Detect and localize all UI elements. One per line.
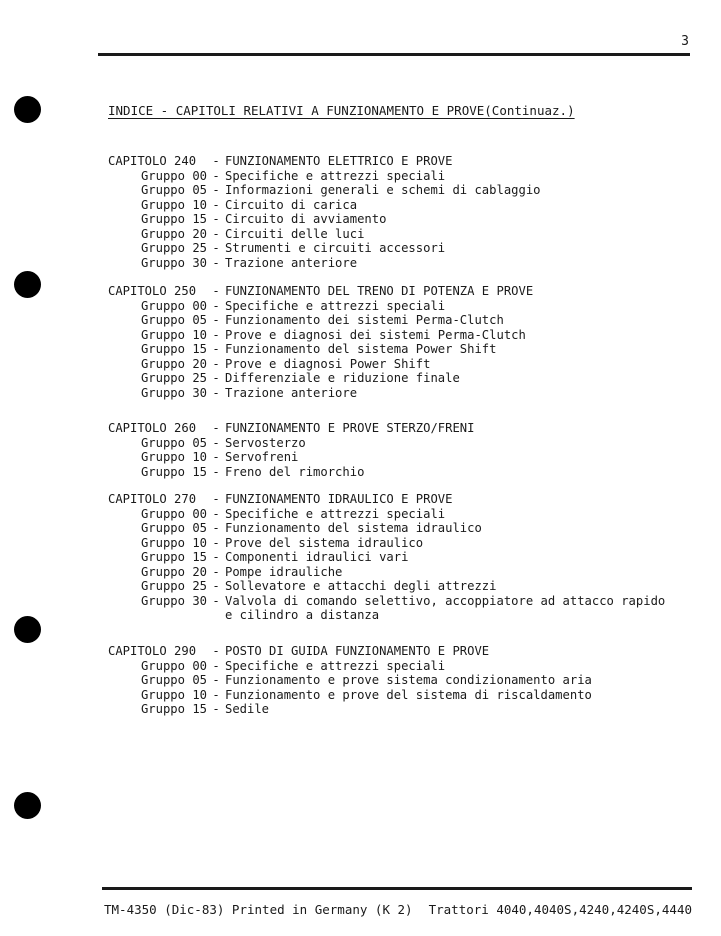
separator-dash: - [212,183,220,197]
group-label: Gruppo 05 [140,183,207,197]
group-description: Funzionamento del sistema idraulico [225,521,482,535]
chapter-title: FUNZIONAMENTO IDRAULICO E PROVE [225,492,453,506]
separator-dash: - [212,450,220,464]
group-description: Specifiche e attrezzi speciali [225,506,446,521]
separator-dash: - [212,327,220,342]
group-row [108,536,665,551]
group-description: Pompe idrauliche [225,564,343,579]
chapter-label: CAPITOLO 250 [108,284,197,298]
separator-dash: - [212,658,220,673]
separator-dash: - [212,371,220,385]
group-row [108,702,592,717]
group-label: Gruppo 30 [140,255,207,270]
index-title: INDICE - CAPITOLI RELATIVI A FUNZIONAMENTO E PROVE(Continuaz.) [108,103,575,118]
group-label: Gruppo 05 [140,673,207,687]
group-row [108,436,474,451]
chapter-heading [108,644,592,659]
chapter-label: CAPITOLO 270 [108,492,197,506]
group-description: Trazione anteriore [225,255,358,270]
group-label: Gruppo 20 [140,356,207,371]
group-label: Gruppo 30 [140,385,207,400]
group-row [108,565,665,580]
group-row [108,659,592,674]
group-label: Gruppo 00 [140,168,207,183]
group-row [108,371,533,386]
separator-dash: - [212,535,220,550]
chapter-heading [108,421,474,436]
page-number: 3 [681,34,689,49]
group-row [108,169,541,184]
separator-dash: - [212,579,220,593]
group-row [108,550,665,565]
group-description: Circuito di carica [225,197,358,212]
group-row [108,256,541,271]
separator-dash: - [212,342,220,356]
group-row [108,342,533,357]
group-label: Gruppo 15 [140,702,207,716]
footer-manual-code: TM-4350 (Dic-83) Printed in Germany (K 2) [104,902,413,917]
group-description: Funzionamento e prove sistema condizionamento aria [225,673,592,687]
group-description: Prove del sistema idraulico [225,535,424,550]
separator-dash: - [212,492,220,506]
group-description: Specifiche e attrezzi speciali [225,298,446,313]
group-description: Funzionamento del sistema Power Shift [225,342,497,356]
group-label: Gruppo 30 [140,593,207,608]
group-label: Gruppo 25 [140,371,207,385]
footer-models: Trattori 4040,4040S,4240,4240S,4440 [428,902,692,917]
group-row [108,594,665,609]
group-label: Gruppo 15 [140,550,207,564]
group-row [108,507,665,522]
group-label: Gruppo 15 [140,464,207,479]
separator-dash: - [212,197,220,212]
group-description: Differenziale e riduzione finale [225,371,460,385]
group-row [108,465,474,480]
chapter-block [108,644,592,717]
chapter-title: FUNZIONAMENTO ELETTRICO E PROVE [225,154,453,168]
footer [104,902,692,917]
separator-dash: - [212,226,220,241]
chapter-label: CAPITOLO 290 [108,644,197,658]
punch-hole [14,271,41,298]
group-description: Circuiti delle luci [225,226,365,241]
group-label: Gruppo 05 [140,313,207,327]
chapter-heading [108,154,541,169]
separator-dash: - [212,284,220,298]
chapter-title: FUNZIONAMENTO E PROVE STERZO/FRENI [225,421,475,435]
separator-dash: - [212,313,220,327]
group-row [108,521,665,536]
separator-dash: - [212,464,220,479]
group-description: Prove e diagnosi dei sistemi Perma-Clutch [225,327,526,342]
group-description: Servosterzo [225,435,306,450]
group-row [108,688,592,703]
group-row [108,198,541,213]
group-row [108,183,541,198]
group-description: Strumenti e circuiti accessori [225,241,446,255]
separator-dash: - [212,385,220,400]
group-label: Gruppo 10 [140,687,207,702]
chapter-title: POSTO DI GUIDA FUNZIONAMENTO E PROVE [225,644,490,658]
group-row [108,241,541,256]
separator-dash: - [212,702,220,716]
group-description: Specifiche e attrezzi speciali [225,658,446,673]
separator-dash: - [212,593,220,608]
chapter-heading [108,284,533,299]
chapter-block [108,154,541,270]
group-label: Gruppo 20 [140,226,207,241]
separator-dash: - [212,673,220,687]
separator-dash: - [212,241,220,255]
group-description: Componenti idraulici vari [225,550,409,564]
group-row [108,227,541,242]
group-description: Informazioni generali e schemi di cablaggio [225,183,541,197]
group-description: Trazione anteriore [225,385,358,400]
group-description: Prove e diagnosi Power Shift [225,356,431,371]
group-row [108,212,541,227]
group-description: Funzionamento dei sistemi Perma-Clutch [225,313,504,327]
group-label: Gruppo 15 [140,212,207,226]
group-row [108,313,533,328]
group-row [108,328,533,343]
group-description: Circuito di avviamento [225,212,387,226]
group-label: Gruppo 00 [140,658,207,673]
group-row [108,299,533,314]
group-label: Gruppo 10 [140,327,207,342]
group-row [108,357,533,372]
group-description: Valvola di comando selettivo, accoppiatore ad attacco rapido [225,593,666,608]
group-label: Gruppo 25 [140,241,207,255]
group-label: Gruppo 00 [140,506,207,521]
group-label: Gruppo 05 [140,521,207,535]
separator-dash: - [212,687,220,702]
group-row [108,579,665,594]
group-row [108,673,592,688]
chapter-block [108,492,665,623]
separator-dash: - [212,212,220,226]
separator-dash: - [212,356,220,371]
chapter-heading [108,492,665,507]
chapter-label: CAPITOLO 260 [108,421,197,435]
group-description: Sollevatore e attacchi degli attrezzi [225,579,497,593]
header-rule [98,53,690,56]
group-label: Gruppo 05 [140,435,207,450]
separator-dash: - [212,521,220,535]
group-row [108,386,533,401]
chapter-title: FUNZIONAMENTO DEL TRENO DI POTENZA E PROVE [225,284,534,298]
separator-dash: - [212,154,220,168]
chapter-block [108,284,533,400]
separator-dash: - [212,298,220,313]
punch-hole [14,792,41,819]
punch-hole [14,96,41,123]
separator-dash: - [212,421,220,435]
separator-dash: - [212,435,220,450]
chapter-block [108,421,474,479]
punch-hole [14,616,41,643]
group-description: Freno del rimorchio [225,464,365,479]
separator-dash: - [212,506,220,521]
group-label: Gruppo 15 [140,342,207,356]
group-label: Gruppo 10 [140,535,207,550]
group-label: Gruppo 00 [140,298,207,313]
separator-dash: - [212,644,220,658]
group-label: Gruppo 10 [140,197,207,212]
chapter-label: CAPITOLO 240 [108,154,197,168]
group-description: Funzionamento e prove del sistema di riscaldamento [225,687,592,702]
group-label: Gruppo 10 [140,450,207,464]
group-label: Gruppo 25 [140,579,207,593]
group-row-continuation [108,608,665,623]
group-label: Gruppo 20 [140,564,207,579]
group-description: Servofreni [225,450,299,464]
group-description: Specifiche e attrezzi speciali [225,168,446,183]
group-description: Sedile [225,702,270,716]
separator-dash: - [212,255,220,270]
separator-dash: - [212,168,220,183]
separator-dash: - [212,550,220,564]
group-continuation: e cilindro a distanza [225,608,380,622]
group-row [108,450,474,465]
separator-dash: - [212,564,220,579]
footer-rule [102,887,692,890]
